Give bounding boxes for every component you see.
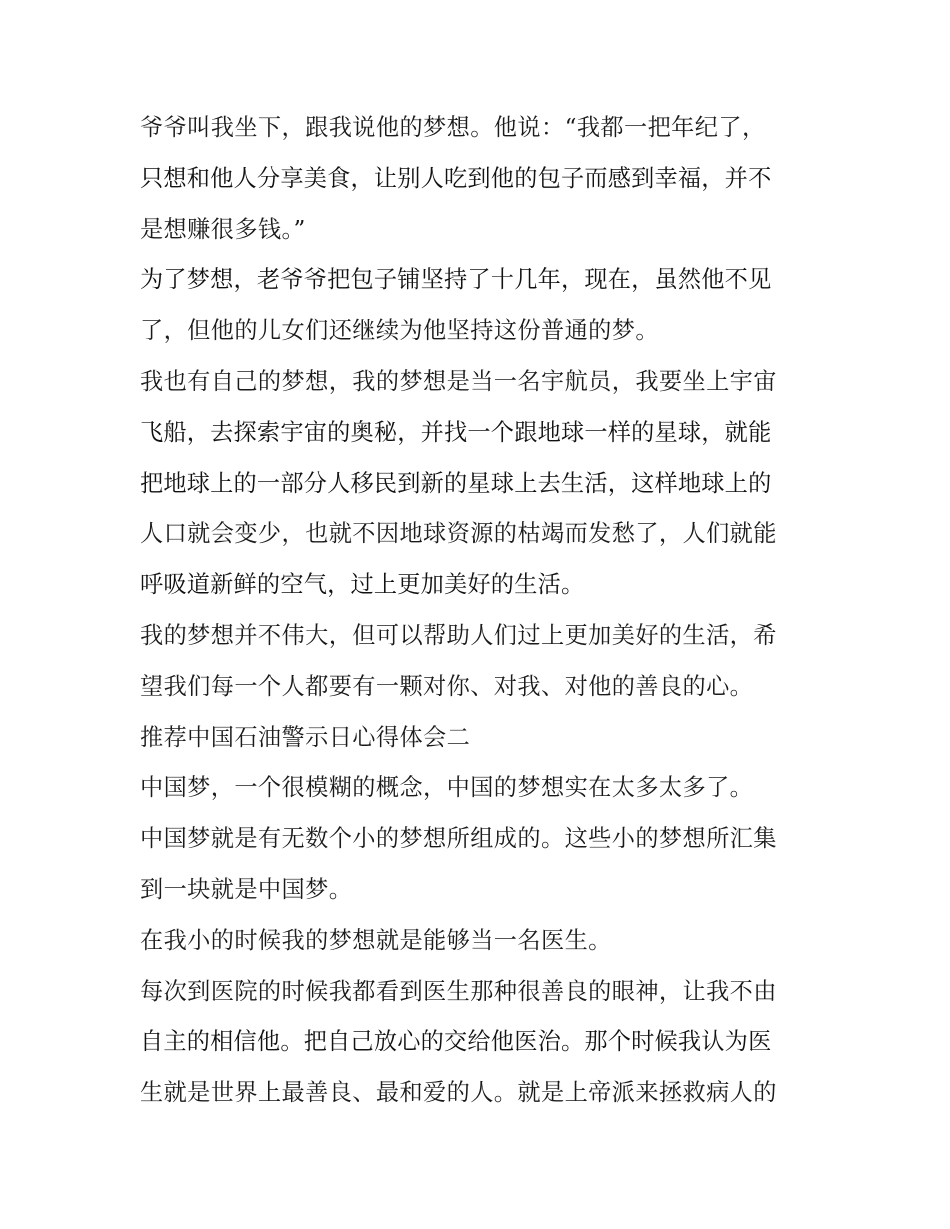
text-line: 我也有自己的梦想，我的梦想是当一名宇航员，我要坐上宇宙 (140, 367, 777, 395)
text-line: 飞船，去探索宇宙的奥秘，并找一个跟地球一样的星球，就能 (140, 418, 772, 446)
text-line: 自主的相信他。把自己放心的交给他医治。那个时候我认为医 (140, 1028, 772, 1056)
text-line: 呼吸道新鲜的空气，过上更加美好的生活。 (140, 571, 585, 599)
body-text (140, 103, 812, 1119)
text-line: 我的梦想并不伟大，但可以帮助人们过上更加美好的生活，希 (140, 621, 777, 649)
text-line: 把地球上的一部分人移民到新的星球上去生活，这样地球上的 (140, 469, 772, 497)
text-line: 每次到医院的时候我都看到医生那种很善良的眼神，让我不由 (140, 977, 777, 1005)
text-line: 是想赚很多钱。” (140, 215, 306, 243)
section-heading: 推荐中国石油警示日心得体会二 (140, 723, 471, 751)
text-line: 中国梦就是有无数个小的梦想所组成的。这些小的梦想所汇集 (140, 825, 777, 853)
text-line: 在我小的时候我的梦想就是能够当一名医生。 (140, 926, 612, 954)
text-line: 中国梦，一个很模糊的概念，中国的梦想实在太多太多了。 (140, 774, 754, 802)
text-line: 为了梦想，老爷爷把包子铺坚持了十几年，现在，虽然他不见 (140, 266, 772, 294)
text-line: 人口就会变少，也就不因地球资源的枯竭而发愁了，人们就能 (140, 520, 777, 548)
text-line: 爷爷叫我坐下，跟我说他的梦想。他说：“我都一把年纪了， (140, 114, 766, 141)
text-line: 到一块就是中国梦。 (140, 875, 353, 903)
text-line: 只想和他人分享美食，让别人吃到他的包子而感到幸福，并不 (140, 164, 772, 192)
text-line: 了，但他的儿女们还继续为他坚持这份普通的梦。 (140, 317, 659, 345)
text-line: 望我们每一个人都要有一颗对你、对我、对他的善良的心。 (140, 672, 754, 700)
text-line: 生就是世界上最善良、最和爱的人。就是上帝派来拯救病人的 (140, 1079, 777, 1107)
